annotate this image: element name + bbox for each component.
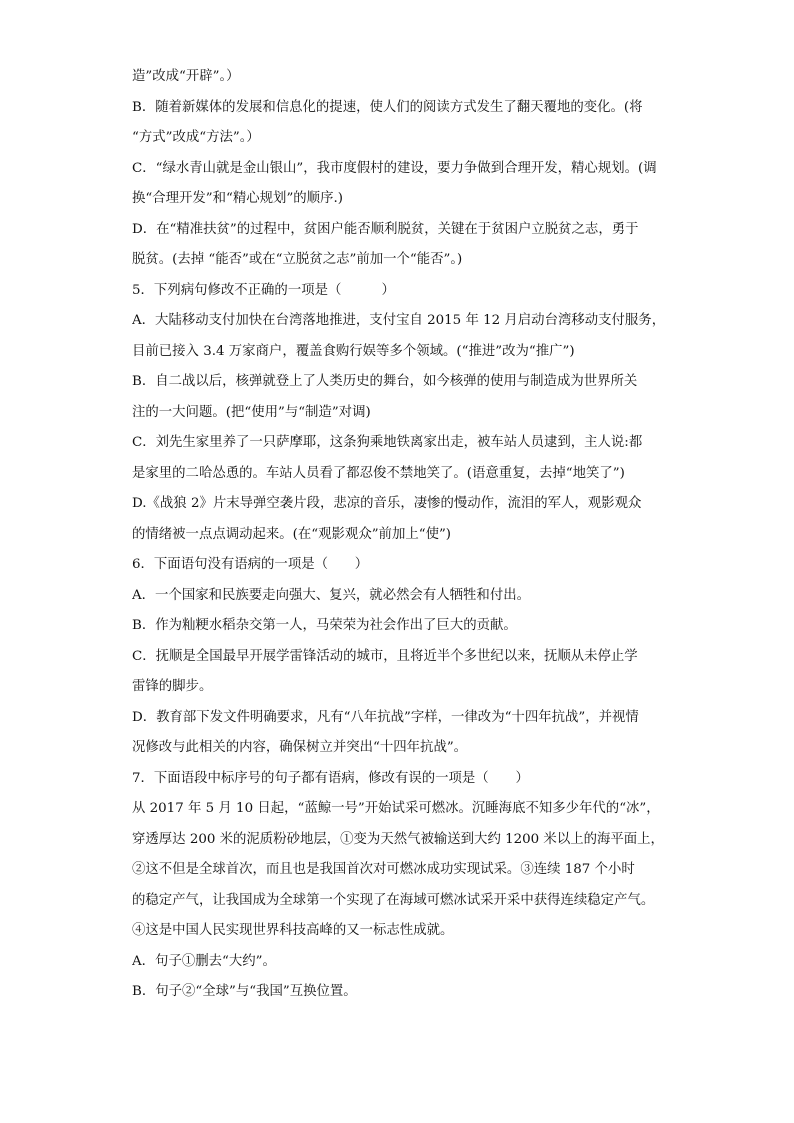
text-line: A．句子①删去“大约”。 xyxy=(132,953,276,969)
text-line: 造”改成“开辟”。） xyxy=(132,69,240,84)
passage-line: ④这是中国人民实现世界科技高峰的又一标志性成就。 xyxy=(132,923,454,938)
text-line: D.《战狼 2》片末导弹空袭片段，悲凉的音乐，凄惨的慢动作，流泪的军人，观影观众 xyxy=(132,496,642,511)
text-line: B．自二战以后，核弹就登上了人类历史的舞台，如今核弹的使用与制造成为世界所关 xyxy=(132,374,638,389)
question-6-stem: 6．下面语句没有语病的一项是（ ） xyxy=(132,557,369,572)
passage-line: ②这不但是全球首次，而且也是我国首次对可燃冰成功实现试采。③连续 187 个小时 xyxy=(132,862,635,877)
document-page xyxy=(132,62,672,1008)
text-line: 是家里的二哈怂恿的。车站人员看了都忍俊不禁地笑了。(语意重复，去掉“地笑了”) xyxy=(132,465,625,481)
text-line: 注的一大问题。(把“使用”与“制造”对调) xyxy=(132,404,371,420)
text-line: D．在“精准扶贫”的过程中，贫困户能否顺利脱贫，关键在于贫困户立脱贫之志，勇于 xyxy=(132,221,639,237)
passage-line: 从 2017 年 5 月 10 日起，“蓝鲸一号”开始试采可燃冰。沉睡海底不知多少年代的“冰”， xyxy=(132,801,660,816)
text-line: 况修改与此相关的内容，确保树立并突出“十四年抗战”。 xyxy=(132,740,468,755)
text-line: “方式”改成“方法”。） xyxy=(132,130,260,145)
text-line: A．一个国家和民族要走向强大、复兴，就必然会有人牺牲和付出。 xyxy=(132,587,530,603)
text-line: C．抚顺是全国最早开展学雷锋活动的城市，且将近半个多世纪以来，抚顺从未停止学 xyxy=(132,648,638,664)
text-line: B．随着新媒体的发展和信息化的提速，使人们的阅读方式发生了翻天覆地的变化。(将 xyxy=(132,99,643,115)
question-7-stem: 7．下面语段中标序号的句子都有语病，修改有误的一项是（ ） xyxy=(132,770,529,786)
text-line: 的情绪被一点点调动起来。(在“观影观众”前加上“使”) xyxy=(132,526,452,542)
text-line: B．句子②“全球”与“我国”互换位置。 xyxy=(132,984,357,999)
text-line: C．“绿水青山就是金山银山”，我市度假村的建设，要力争做到合理开发，精心规划。(调 xyxy=(132,160,657,176)
text-line: D．教育部下发文件明确要求，凡有“八年抗战”字样，一律改为“十四年抗战”，并视情 xyxy=(132,709,639,725)
text-line: C．刘先生家里养了一只萨摩耶，这条狗乘地铁离家出走，被车站人员逮到，主人说:都 xyxy=(132,435,643,450)
passage-line: 的稳定产气，让我国成为全球第一个实现了在海域可燃冰试采开采中获得连续稳定产气。 xyxy=(132,892,655,908)
text-line: A．大陆移动支付加快在台湾落地推进，支付宝自 2015 年 12 月启动台湾移动支付服务， xyxy=(132,313,666,328)
text-line: 目前已接入 3.4 万家商户，覆盖食购行娱等多个领域。(“推进”改为“推广”) xyxy=(132,343,575,359)
question-5-stem: 5．下列病句修改不正确的一项是（ ） xyxy=(132,282,395,298)
text-line: B．作为籼粳水稻杂交第一人，马荣荣为社会作出了巨大的贡献。 xyxy=(132,618,517,633)
passage-line: 穿透厚达 200 米的泥质粉砂地层，①变为天然气被输送到大约 1200 米以上的海平面上， xyxy=(132,831,664,847)
text-line: 雷锋的脚步。 xyxy=(132,679,213,694)
text-line: 脱贫。(去掉 “能否”或在“立脱贫之志”前加一个“能否”。) xyxy=(132,252,463,267)
text-line: 换“合理开发”和“精心规划”的顺序.) xyxy=(132,191,343,206)
